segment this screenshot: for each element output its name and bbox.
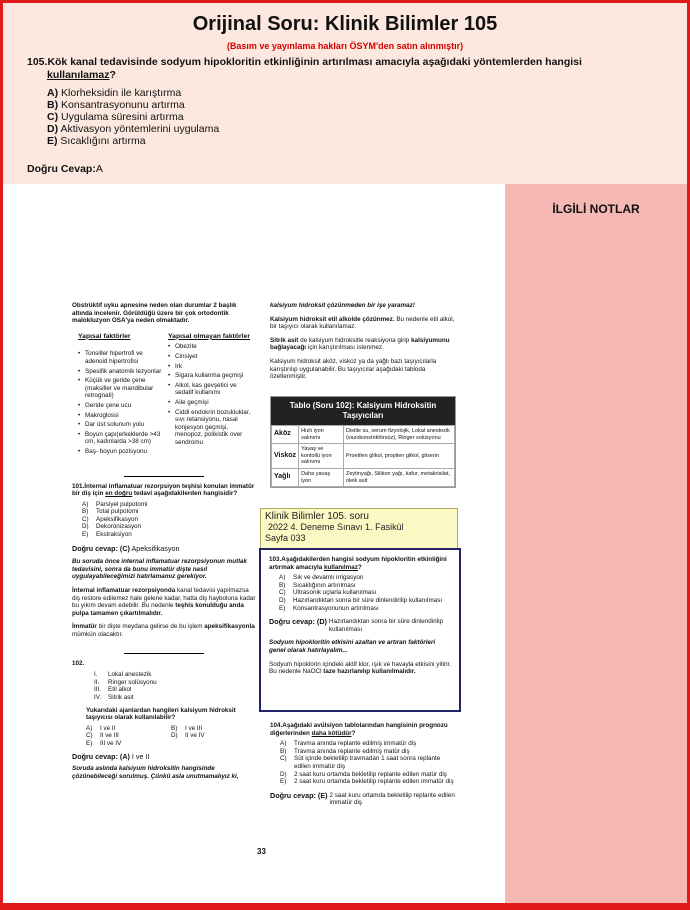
- related-notes-panel: [505, 184, 687, 903]
- copyright-note: (Basım ve yayınlama hakları ÖSYM'den satın alınmıştır): [226, 41, 464, 51]
- popup-title: Klinik Bilimler 105. soru: [265, 511, 369, 522]
- q101-option: [82, 516, 256, 524]
- option-c: C) Uygulama süresini artırma: [47, 111, 184, 123]
- table-row: Yağlı Daha yavaş iyon Zeytinyağı, Silikon yağı, kafur, metakrisilat, oleik asit: [272, 468, 455, 486]
- q103-option: [279, 589, 453, 597]
- bullet-icon: •: [78, 401, 81, 409]
- option-a: A) Klorheksidin ile karıştırma: [47, 87, 182, 99]
- question-number: 105.: [27, 56, 48, 68]
- q103-stem: 103.Aşağıdakilerden hangisi sodyum hipokloritin etkinliğini artırmak amacıyla kullanılmaz?: [269, 556, 447, 571]
- q101-answer: Doğru cevap: (C) Apeksifikasyon: [72, 543, 180, 553]
- q104-option: [280, 740, 458, 748]
- nonstructural-item: [168, 372, 256, 380]
- q104-block: [270, 722, 458, 807]
- structural-item-text: Baş- boyun pozisyonu: [85, 447, 147, 455]
- nonstructural-item-text: Irk: [175, 362, 182, 370]
- highlighted-question-box: [259, 548, 461, 712]
- q103-paragraph: Sodyum hipoklorin içindeki aktif klor, ışık ve havayla etkisini yitirir. Bu nedenle NaOCl taze hazırlanılıp kullanılmalıdır.: [269, 660, 451, 676]
- bullet-icon: •: [78, 430, 81, 438]
- q104-option-text: 2 saat kuru ortamda bekletilip replante edilen immatür diş: [294, 778, 454, 786]
- nonstructural-item: [168, 399, 256, 407]
- q102-option-text: I ve II: [100, 724, 116, 732]
- q104-answer: Doğru cevap: (E) 2 saat kuru ortamda bekletilip replante edilen immatür diş: [270, 790, 455, 807]
- q104-option-text: Travma anında replante edilmiş matür diş: [294, 747, 410, 755]
- q103-option-text: Konsantrasyonunun artırılması: [293, 604, 379, 612]
- q104-option: [280, 771, 458, 779]
- q102-option-text: III ve IV: [100, 739, 122, 747]
- q102-item-letter: II.: [94, 678, 100, 686]
- osa-intro: Obstrüktif uyku apnesine neden olan durumlar 2 başlık altında incelenir. Görüldüğü üzere bir çok ortodontik malokluzyon OSA'ya neden olmaktadır.: [72, 302, 237, 325]
- q104-options: [270, 740, 458, 786]
- structural-item-text: Tonsiller hipertrofi ve adenoid hipertrofisi: [85, 350, 143, 365]
- structural-item: [78, 402, 164, 410]
- bottom-border: [0, 903, 690, 910]
- structural-item-text: Dar üst solunum yolu: [85, 421, 145, 429]
- popup-page: Sayfa 033: [265, 533, 306, 543]
- book-page-image: [18, 184, 505, 903]
- nonstructural-item-text: Obezite: [175, 343, 197, 351]
- structural-item: [78, 421, 164, 429]
- q102-option-letter: A): [86, 724, 93, 732]
- q101-option-letter: D): [82, 523, 89, 531]
- popup-exam: 2022 4. Deneme Sınavı 1. Fasikül: [268, 522, 404, 532]
- nonstructural-item: [168, 353, 256, 361]
- q104-option-letter: D): [280, 770, 287, 778]
- structural-item: [78, 350, 164, 365]
- q102-option: [171, 725, 256, 733]
- q102-option: [86, 732, 171, 740]
- q101-option: [82, 523, 256, 531]
- divider: [124, 653, 204, 654]
- q102-answer: Doğru cevap: (A) I ve II: [72, 751, 150, 761]
- calcium-note: kalsiyum hidroksit çözünmeden bir işe yaramaz!: [270, 302, 415, 309]
- q104-option: [280, 778, 458, 786]
- q103-option-letter: B): [279, 581, 286, 589]
- q104-option-letter: B): [280, 747, 287, 755]
- page-number: 33: [257, 847, 266, 856]
- nonstructural-item-text: Ciddi endokrin bozukluklar, sıvı retansiyonu, nasal konjesyon geçmişi, menopoz, polikistik over sendromu: [175, 408, 251, 446]
- option-d: D) Aktivasyon yöntemlerini uygulama: [47, 123, 220, 135]
- q101-option-letter: B): [82, 508, 89, 516]
- q103-option-text: Hazırlandıktan sonra bir süre dinlendirilip kullanılması: [293, 596, 443, 604]
- nonstructural-item-text: Cinsiyet: [175, 352, 198, 360]
- carrier-paragraph: Kalsiyum hidroksit aköz, viskoz ya da yağlı bazı taşıyıcılarla karıştırılıp uygulanabilir. Bu taşıyıcılar aşağıdaki tabloda özetlenmiştir.: [270, 357, 437, 381]
- q103-options: [269, 574, 453, 612]
- structural-item-text: Spesifik anatomik lezyonlar: [85, 367, 162, 375]
- bullet-icon: •: [168, 352, 171, 360]
- q102-item-letter: I.: [94, 671, 98, 679]
- q102-options: [72, 725, 256, 748]
- nonstructural-item-text: Alkol, kas gevşetici ve sedatif kullanımı: [175, 381, 237, 397]
- option-e: E) Sıcaklığını artırma: [47, 135, 146, 147]
- nonstructural-item: [168, 363, 256, 371]
- q101-note: Bu soruda önce internal inflamatuar rezorpsiyonun mutlak tedavisini, sonra da bunu immatür dişte nasıl uygulayabileceğimizi hatırlamamız gerekiyor.: [72, 558, 247, 581]
- q102-item-text: Lokal anestezik: [108, 671, 152, 679]
- q102-item: [94, 679, 256, 687]
- q101-option-letter: C): [82, 515, 89, 523]
- q104-option-letter: C): [280, 755, 287, 763]
- q102-option-text: II ve III: [100, 732, 119, 740]
- table-row: Viskoz Yavaş ve kontollü iyon salınımı Proetilen glikol, propilen glikol, gliserin: [272, 444, 455, 469]
- structural-factors: Yapısal faktörler • Tonsiller hipertrofi ve adenoid hipertrofisi • Spesifik anatomik lezyonlar • Küçük ve geride çene (maksiller ve mandibular retrognati) • Geride çene ucu • Makroglossi • Dar üst solunum yolu • Boyun çapı(erkeklerde >43 cm, kadınlarda >38 cm) • Baş- boyun pozisyonu: [72, 333, 164, 458]
- q101-paragraph-1: İnternal inflamatuar rezorpsiyonda kanal tedavisi yapılmazsa diş restore edilemez hale gelene kadar, hatta diş hayboluna kadar bu yıkım devam edebilir. Bu nedenle teşhis konulduğu anda pulpa tamamen çıkartılmalıdır.: [72, 587, 256, 617]
- q103-option-text: Sıcaklığının artırılması: [293, 581, 356, 589]
- structural-item-text: Boyun çapı(erkeklerde >43 cm, kadınlarda >38 cm): [85, 430, 161, 446]
- q102-item-text: Ringer solüsyonu: [108, 678, 157, 686]
- bullet-icon: •: [168, 381, 171, 389]
- nonstructural-item: [168, 343, 256, 351]
- q101-paragraph-2: İmmatür bir dişte meydana gelirse de bu işlem apeksifikasyonla mümkün olacaktır.: [72, 623, 255, 638]
- ethyl-alcohol-paragraph: Kalsiyum hidroksit etil alkolde çözünmez. Bu nedenle etil alkol, bir taşıyıcı olarak kullanılamaz.: [270, 315, 455, 331]
- q104-stem: 104.Aşağıdaki avülsiyon tablolarından hangisinin prognozu diğerlerinden daha kötüdür?: [270, 722, 448, 737]
- q101-option: [82, 531, 256, 539]
- bullet-icon: •: [78, 350, 81, 358]
- right-column: [270, 302, 458, 381]
- q104-option-letter: E): [280, 778, 287, 786]
- q103-answer: Doğru cevap: (D) Hazırlandıktan sonra bir süre dinlendirilip kullanılması: [269, 617, 444, 633]
- structural-item: [78, 412, 164, 420]
- q102-option-text: I ve III: [185, 724, 203, 732]
- left-column: [72, 302, 256, 780]
- q104-option: [280, 748, 458, 756]
- q102-option-letter: D): [171, 732, 178, 740]
- structural-item: [78, 448, 164, 456]
- q101-option: [82, 501, 256, 509]
- bullet-icon: •: [168, 343, 171, 351]
- structural-item-text: Küçük ve geride çene (maksiller ve mandibular retrognati): [85, 377, 154, 400]
- question-text: Kök kanal tedavisinde sodyum hipokloritin etkinliğinin artırılması amacıyla aşağıdaki yöntemlerden hangisi: [47, 56, 582, 68]
- question-stem: [27, 56, 627, 82]
- question-end: ?: [109, 69, 116, 81]
- structural-item: [78, 431, 164, 446]
- source-reference-popup[interactable]: [260, 508, 458, 549]
- nonstructural-item-text: Aile geçmişi: [175, 398, 209, 406]
- q101-option-letter: E): [82, 531, 89, 539]
- nonstructural-factors: Yapısal olmayan faktörler • Obezite • Cinsiyet • Irk • Sigara kullanma geçmişi • Alkol, kas gevşetici ve sedatif kullanımı • Aile geçmişi • Ciddi endokrin bozukluklar, sıvı retansiyonu, nasal konjesyon geçmişi, menopoz, polikistik over sendromu: [164, 333, 256, 458]
- question-options: [47, 87, 219, 147]
- q104-option-text: 2 saat kuru ortamda bekletilip replante edilen matür diş: [294, 770, 447, 778]
- q104-option-letter: A): [280, 740, 287, 748]
- table-title: Tablo (Soru 102): Kalsiyum Hidroksitin Taşıyıcıları: [271, 397, 455, 425]
- q102-option-letter: B): [171, 724, 178, 732]
- bullet-icon: •: [168, 372, 171, 380]
- bullet-icon: •: [78, 447, 81, 455]
- q102-item-text: Etil alkol: [108, 686, 132, 694]
- q103-option-text: Ultrasonik uçlarla kullanılması: [293, 589, 377, 597]
- q101-option-text: Total pulpotomi: [96, 508, 139, 516]
- q102-item: [94, 694, 256, 702]
- bullet-icon: •: [168, 398, 171, 406]
- bullet-icon: •: [78, 377, 81, 385]
- q103-option-letter: C): [279, 589, 286, 597]
- q101-options: [72, 501, 256, 539]
- structural-item-text: Makroglossi: [85, 411, 119, 419]
- q104-option-text: Travma anında replante edilmiş immatür diş: [294, 740, 417, 748]
- q103-option: [279, 597, 453, 605]
- nonstructural-item: [168, 382, 256, 397]
- table-row: Aköz Hızlı iyon salınımı Distile su, serum fizyolojik, Lokal anestezik (vazokonstriktörsüz), Ringer solüsyonu: [272, 426, 455, 444]
- nonstructural-item-text: Sigara kullanma geçmişi: [175, 372, 244, 380]
- q101-option: [82, 508, 256, 516]
- q103-option: [279, 574, 453, 582]
- structural-item: [78, 377, 164, 400]
- page-title: Orijinal Soru: Klinik Bilimler 105: [192, 13, 498, 35]
- q103-option-text: Sık ve devamlı irrigasyon: [293, 574, 364, 582]
- original-question-header: [3, 3, 687, 184]
- nonstructural-item: [168, 409, 256, 447]
- q101-option-text: Apeksifikasyon: [96, 515, 138, 523]
- carriers-table: [270, 396, 456, 488]
- q102-option-letter: C): [86, 732, 93, 740]
- q103-note: Sodyum hipokloritin etkisini azaltan ve artıran faktörleri genel olarak hatırlayalım...: [269, 639, 436, 654]
- bullet-icon: •: [168, 362, 171, 370]
- q103-option-letter: E): [279, 604, 286, 612]
- citric-acid-paragraph: Sitrik asit de kalsiyum hidroksitle reaksiyona girip kalsiyumunu bağlayacağı için karıştırılması istenmez.: [270, 336, 450, 352]
- structural-item-text: Geride çene ucu: [85, 401, 132, 409]
- q102-option: [86, 725, 171, 733]
- bullet-icon: •: [78, 411, 81, 419]
- q102-item-letter: III.: [94, 686, 101, 694]
- q102-item: [94, 686, 256, 694]
- q102-stem: Yukarıdaki ajanlardan hangileri kalsiyum hidroksit taşıyıcısı olarak kullanılabilir?: [86, 706, 236, 722]
- q104-option: [280, 755, 458, 770]
- q102-option-text: II ve IV: [185, 732, 205, 740]
- correct-answer: Doğru Cevap:A: [27, 163, 103, 175]
- question-emphasis: kullanılamaz: [47, 69, 110, 81]
- bullet-icon: •: [78, 367, 81, 375]
- q101-option-text: Parsiyel pulpotomi: [96, 500, 148, 508]
- q104-option-text: Süt içinde bekletilip travmadan 1 saat sonra replante edilen immatür diş: [294, 755, 441, 770]
- q102-item-letter: IV.: [94, 693, 102, 701]
- q101-option-text: Dekoronizasyon: [96, 523, 142, 531]
- q102-note: Soruda aslında kalsiyum hidroksitin hangisinde çözünebileceği sorulmuş. Çünkü asla unutmamalıyız ki,: [72, 765, 239, 780]
- q103-option: [279, 605, 453, 613]
- divider: [124, 476, 204, 477]
- q102-item: [94, 671, 256, 679]
- bullet-icon: •: [78, 421, 81, 429]
- notes-title: İLGİLİ NOTLAR: [552, 202, 640, 216]
- q102-option: [86, 740, 171, 748]
- q101-option-letter: A): [82, 500, 89, 508]
- q102-number: 102.: [72, 659, 85, 667]
- q102-item-text: Sitrik asit: [108, 693, 134, 701]
- q102-items: [72, 671, 256, 701]
- bullet-icon: •: [168, 408, 171, 416]
- q101-option-text: Ekstraksiyon: [96, 531, 132, 539]
- q102-option: [171, 732, 256, 740]
- q103-option: [279, 582, 453, 590]
- option-b: B) Konsantrasyonunu artırma: [47, 99, 185, 111]
- q102-option-letter: E): [86, 739, 93, 747]
- q103-option-letter: D): [279, 596, 286, 604]
- structural-item: [78, 368, 164, 376]
- q103-option-letter: A): [279, 574, 286, 582]
- q101-stem: 101.İnternal inflamatuar rezorpsiyon teşhisi konulan immatür bir diş için en doğru tedavi aşağıdakilerden hangisidir?: [72, 482, 255, 498]
